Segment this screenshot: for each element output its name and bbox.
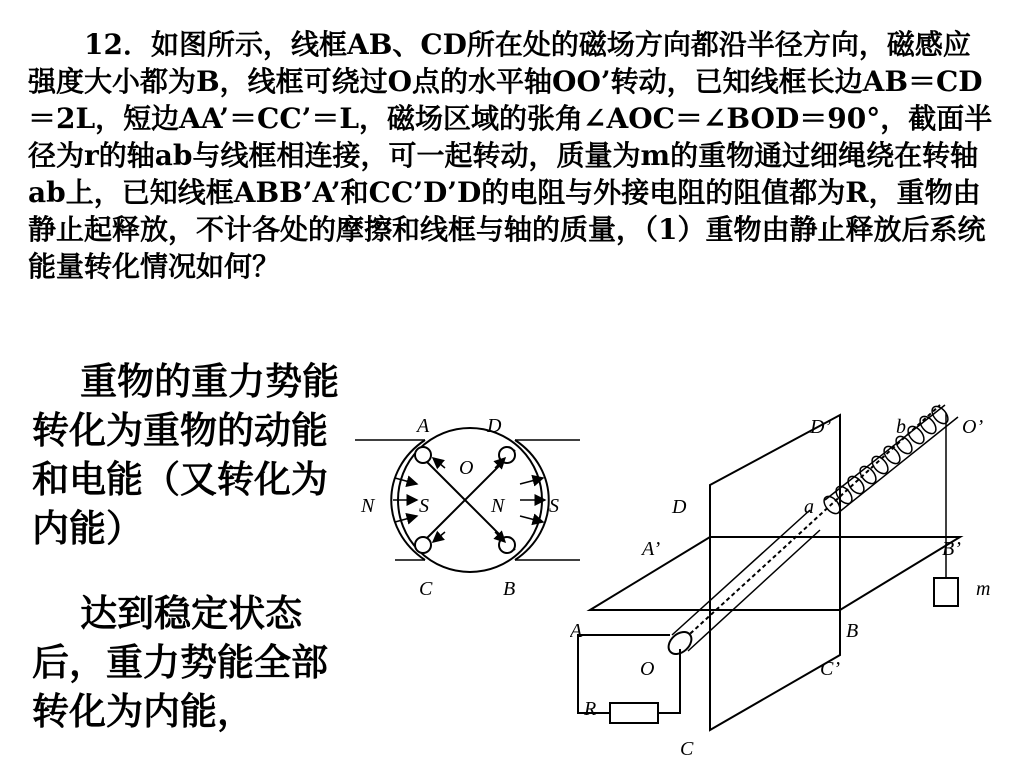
label-R: R	[584, 698, 597, 720]
label-B: B	[846, 620, 859, 642]
label-C: C	[419, 578, 433, 600]
label-D: D	[487, 415, 502, 437]
label-O: O	[640, 658, 655, 680]
label-A: A	[417, 415, 430, 437]
label-O-prime: O’	[962, 416, 984, 438]
answer-part-2-text: 达到稳定状态后，重力势能全部转化为内能，	[32, 592, 328, 733]
label-S-left: S	[419, 495, 429, 517]
problem-text: 12．如图所示，线框AB、CD所在处的磁场方向都沿半径方向，磁感应强度大小都为B，线框可绕过O点的水平轴OO’转动，已知线框长边AB＝CD＝2L，短边AA’＝CC’＝L，磁场区域的张角∠AOC＝∠BOD＝90°，截面半径为r的轴ab与线框相连接，可一起转动，质量为m的重物通过细绳绕在转轴ab上，已知线框ABB’A’和CC’D’D的电阻与外接电阻的阻值都为R，重物由静止起释放，不计各处的摩擦和线框与轴的质量，（1）重物由静止释放后系统能量转化情况如何？	[28, 28, 993, 283]
label-A: A	[570, 620, 583, 642]
problem-statement	[28, 26, 996, 285]
label-N-left: N	[361, 495, 375, 517]
cross-section-figure	[355, 410, 595, 610]
label-A-prime: A’	[642, 538, 661, 560]
label-S-right: S	[549, 495, 559, 517]
label-C-prime: C’	[820, 658, 840, 680]
label-B-prime: B’	[942, 538, 961, 560]
label-b: b	[896, 416, 906, 438]
label-D: D	[672, 496, 687, 518]
label-N-right: N	[491, 495, 505, 517]
answer-part-2	[32, 589, 362, 736]
answer-part-1	[32, 357, 362, 553]
label-B: B	[503, 578, 516, 600]
label-D-prime: D’	[810, 416, 832, 438]
label-a: a	[804, 496, 814, 518]
frame-3d-figure	[570, 395, 1010, 763]
answer-part-1-text: 重物的重力势能转化为重物的动能和电能（又转化为内能）	[32, 360, 340, 550]
label-O: O	[459, 457, 474, 479]
label-C: C	[680, 738, 694, 760]
label-m: m	[976, 578, 991, 600]
